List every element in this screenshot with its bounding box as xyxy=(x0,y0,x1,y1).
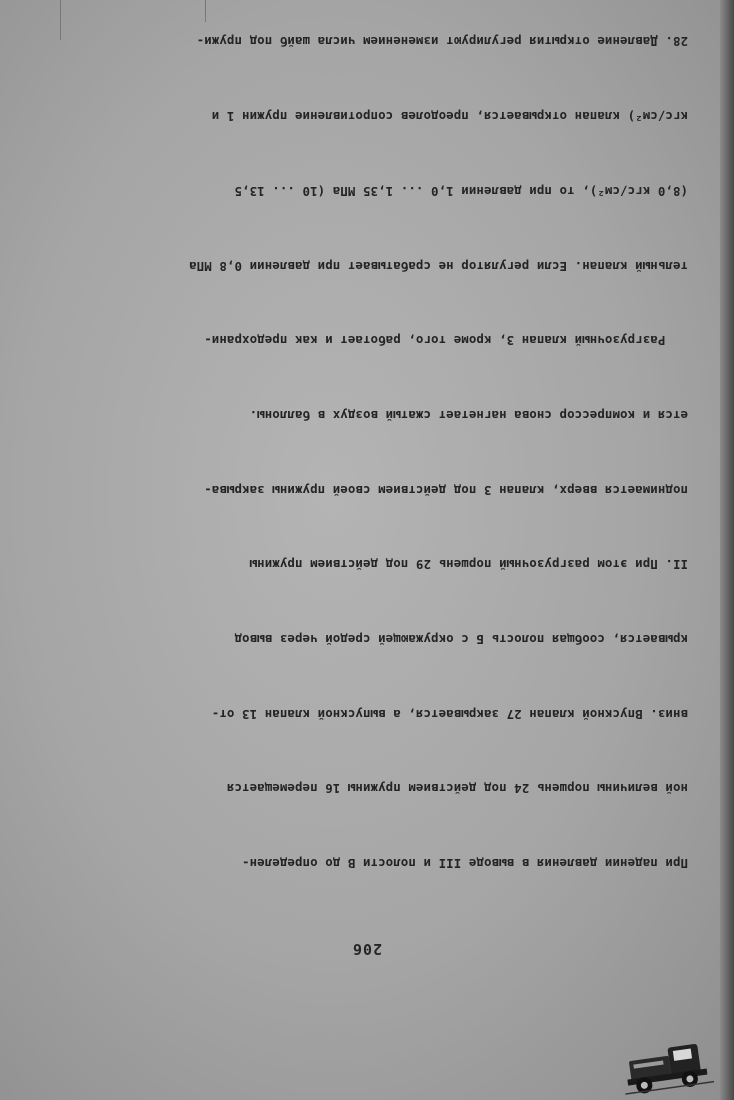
truck-logo xyxy=(620,1038,714,1096)
text-line: II. При этом разгрузочный поршень 29 под действием пружины xyxy=(249,557,688,573)
text-line: 28. Давление открытия регулируют изменением числа шайб под пружи- xyxy=(196,34,688,50)
text-line: Разгрузочный клапан 3, кроме того, работает и как предохрани- xyxy=(204,333,688,349)
text-line: При падении давления в выводе III и полости В до определен- xyxy=(241,856,688,872)
text-line: поднимается вверх, клапан 3 под действием своей пружины закрыва- xyxy=(204,482,688,498)
text-line: крывается, сообщая полость Б с окружающей средой через вывод xyxy=(234,632,688,648)
text-line: вниз. Впускной клапан 27 закрывается, а выпускной клапан 13 от- xyxy=(211,706,688,722)
page-number: 206 xyxy=(351,940,383,958)
text-line: ется и компрессор снова нагнетает сжатый воздух в баллоны. xyxy=(249,407,688,423)
text-line: (8,0 кгс/см²), то при давлении 1,0 ... 1,35 МПа (10 ... 13,5 xyxy=(234,183,688,199)
text-line: ной величины поршень 24 под действием пружины 16 перемещается xyxy=(226,781,688,797)
body-text xyxy=(38,0,688,925)
text-line: тельный клапан. Если регулятор не срабатывает при давлении 0,8 МПа xyxy=(189,258,688,274)
text-line: кгс/см²) клапан открывается, преодолев сопротивление пружин 1 и xyxy=(211,109,688,125)
